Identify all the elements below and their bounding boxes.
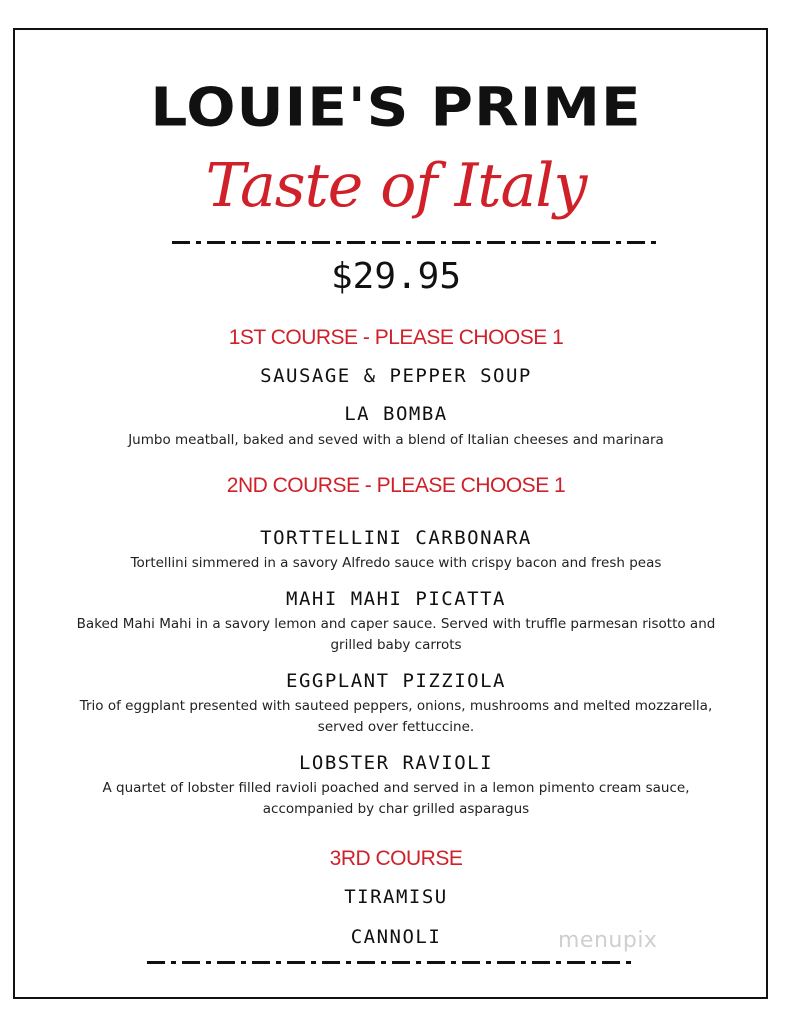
divider-dash (592, 241, 610, 244)
divider-dash (557, 241, 575, 244)
menu-item-description: served over fettuccine. (317, 719, 475, 735)
divider-dash (277, 241, 295, 244)
divider-dash (602, 961, 620, 964)
divider-dash (487, 241, 505, 244)
menu-item-lobster-ravioli: LOBSTER RAVIOLI (298, 752, 494, 774)
divider-dash (556, 961, 561, 964)
dashed-divider-top (172, 241, 662, 247)
divider-dash (206, 961, 211, 964)
divider-dash (311, 961, 316, 964)
divider-dash (182, 961, 200, 964)
divider-dash (651, 241, 656, 244)
divider-dash (147, 961, 165, 964)
divider-dash (627, 241, 645, 244)
divider-dash (626, 961, 631, 964)
menu-item-description: accompanied by char grilled asparagus (262, 801, 530, 817)
divider-dash (476, 241, 481, 244)
course-3-heading: 3RD COURSE (329, 847, 463, 870)
divider-dash (522, 241, 540, 244)
divider-dash (301, 241, 306, 244)
divider-dash (336, 241, 341, 244)
divider-dash (406, 241, 411, 244)
divider-dash (486, 961, 491, 964)
divider-dash (231, 241, 236, 244)
divider-dash (287, 961, 305, 964)
divider-dash (242, 241, 260, 244)
restaurant-title: LOUIE'S PRIME (150, 75, 642, 139)
divider-dash (616, 241, 621, 244)
menu-item-tortellini-carbonara: TORTTELLINI CARBONARA (260, 527, 532, 549)
divider-dash (497, 961, 515, 964)
menu-item-mahi-mahi-picatta: MAHI MAHI PICATTA (286, 588, 506, 610)
menu-item-eggplant-pizziola: EGGPLANT PIZZIOLA (286, 670, 506, 692)
divider-dash (207, 241, 225, 244)
menu-item-la-bomba: LA BOMBA (344, 403, 448, 425)
divider-dash (511, 241, 516, 244)
divider-dash (591, 961, 596, 964)
menu-price: $29.95 (330, 256, 462, 297)
menu-item-description: grilled baby carrots (330, 637, 462, 653)
menu-item-description: Jumbo meatball, baked and seved with a blend of Italian cheeses and marinara (128, 432, 664, 448)
menu-item-sausage-pepper-soup: SAUSAGE & PEPPER SOUP (260, 365, 532, 387)
divider-dash (276, 961, 281, 964)
divider-dash (346, 961, 351, 964)
dashed-divider-bottom (147, 961, 637, 967)
divider-dash (312, 241, 330, 244)
menu-item-tiramisu: TIRAMISU (344, 886, 448, 908)
divider-dash (416, 961, 421, 964)
menu-subtitle: Taste of Italy (205, 151, 587, 221)
menu-item-description: Trio of eggplant presented with sauteed peppers, onions, mushrooms and melted mozzarella, (79, 698, 713, 714)
menu-item-description: A quartet of lobster filled ravioli poached and served in a lemon pimento cream sauce, (102, 780, 690, 796)
divider-dash (462, 961, 480, 964)
divider-dash (241, 961, 246, 964)
divider-dash (357, 961, 375, 964)
menu-item-description: Tortellini simmered in a savory Alfredo sauce with crispy bacon and fresh peas (130, 555, 662, 571)
divider-dash (266, 241, 271, 244)
divider-dash (521, 961, 526, 964)
divider-dash (196, 241, 201, 244)
course-1-heading: 1ST COURSE - PLEASE CHOOSE 1 (228, 326, 564, 349)
divider-dash (567, 961, 585, 964)
divider-dash (171, 961, 176, 964)
menu-item-description: Baked Mahi Mahi in a savory lemon and caper sauce. Served with truffle parmesan risotto and (76, 616, 716, 632)
divider-dash (451, 961, 456, 964)
divider-dash (347, 241, 365, 244)
menu-item-cannoli: CANNOLI (350, 926, 442, 948)
divider-dash (322, 961, 340, 964)
divider-dash (417, 241, 435, 244)
divider-dash (217, 961, 235, 964)
divider-dash (427, 961, 445, 964)
divider-dash (532, 961, 550, 964)
watermark-logo: menupix (558, 928, 658, 953)
divider-dash (452, 241, 470, 244)
course-2-heading: 2ND COURSE - PLEASE CHOOSE 1 (226, 474, 566, 497)
divider-dash (381, 961, 386, 964)
divider-dash (546, 241, 551, 244)
divider-dash (172, 241, 190, 244)
divider-dash (392, 961, 410, 964)
divider-dash (441, 241, 446, 244)
divider-dash (371, 241, 376, 244)
divider-dash (382, 241, 400, 244)
divider-dash (581, 241, 586, 244)
divider-dash (252, 961, 270, 964)
